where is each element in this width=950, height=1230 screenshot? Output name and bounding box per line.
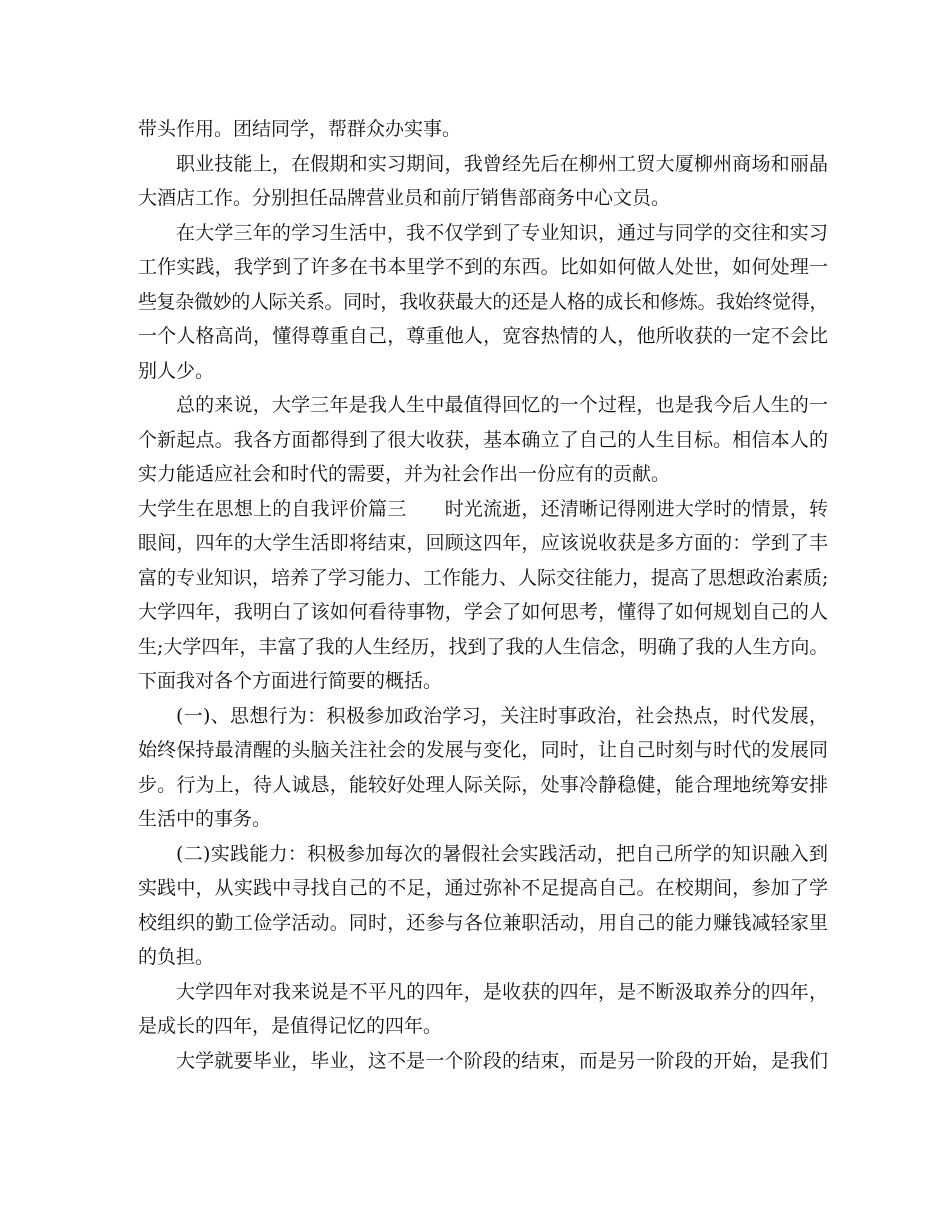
text-line: 步。行为上，待人诚恳，能较好处理人际关际，处事冷静稳健，能合理地统筹安排 xyxy=(138,773,828,796)
text-line: 眼间，四年的大学生活即将结束，回顾这四年，应该说收获是多方面的：学到了丰 xyxy=(138,532,828,554)
text-line: 实践中，从实践中寻找自己的不足，通过弥补不足提高自己。在校期间，参加了学 xyxy=(138,877,828,899)
text-line: 职业技能上，在假期和实习期间，我曾经先后在柳州工贸大厦柳州商场和丽晶 xyxy=(176,152,828,175)
text-line: 一个人格高尚，懂得尊重自己，尊重他人，宽容热情的人，他所收获的一定不会比 xyxy=(138,325,828,347)
text-line: 大酒店工作。分别担任品牌营业员和前厅销售部商务中心文员。 xyxy=(138,187,671,209)
text-line: 始终保持最清醒的头脑关注社会的发展与变化，同时，让自己时刻与时代的发展同 xyxy=(138,739,828,761)
text-line: 富的专业知识，培养了学习能力、工作能力、人际交往能力，提高了思想政治素质; xyxy=(138,566,829,589)
text-line: (一)、思想行为：积极参加政治学习，关注时事政治，社会热点，时代发展， xyxy=(176,704,828,727)
document-page xyxy=(138,112,828,1078)
text-line: 是成长的四年，是值得记忆的四年。 xyxy=(138,1015,443,1037)
text-line: (二)实践能力：积极参加每次的暑假社会实践活动，把自己所学的知识融入到 xyxy=(176,842,828,865)
text-line: 工作实践，我学到了许多在书本里学不到的东西。比如如何做人处世，如何处理一 xyxy=(138,256,828,278)
text-line: 生活中的事务。 xyxy=(138,808,272,830)
text-line: 下面我对各个方面进行简要的概括。 xyxy=(138,670,443,692)
text-line: 总的来说，大学三年是我人生中最值得回忆的一个过程，也是我今后人生的一 xyxy=(176,394,828,416)
text-line: 大学生在思想上的自我评价篇三 时光流逝，还清晰记得刚进大学时的情景，转 xyxy=(138,497,828,520)
text-line: 大学四年对我来说是不平凡的四年，是收获的四年，是不断汲取养分的四年， xyxy=(176,980,828,1003)
document-body xyxy=(138,112,828,1078)
text-line: 些复杂微妙的人际关系。同时，我收获最大的还是人格的成长和修炼。我始终觉得， xyxy=(138,290,829,313)
text-line: 在大学三年的学习生活中，我不仅学到了专业知识，通过与同学的交往和实习 xyxy=(176,221,828,244)
text-line: 的负担。 xyxy=(138,946,215,968)
text-line: 个新起点。我各方面都得到了很大收获，基本确立了自己的人生目标。相信本人的 xyxy=(138,428,828,451)
text-line: 别人少。 xyxy=(138,359,215,382)
text-line: 带头作用。团结同学，帮群众办实事。 xyxy=(138,118,462,140)
text-line: 生;大学四年，丰富了我的人生经历，找到了我的人生信念，明确了我的人生方向。 xyxy=(138,635,829,658)
text-line: 大学四年，我明白了该如何看待事物，学会了如何思考，懂得了如何规划自己的人 xyxy=(138,601,828,623)
text-line: 实力能适应社会和时代的需要，并为社会作出一份应有的贡献。 xyxy=(138,463,671,485)
text-line: 校组织的勤工俭学活动。同时，还参与各位兼职活动，用自己的能力赚钱减轻家里 xyxy=(138,911,828,934)
text-line: 大学就要毕业，毕业，这不是一个阶段的结束，而是另一阶段的开始，是我们 xyxy=(176,1049,828,1072)
